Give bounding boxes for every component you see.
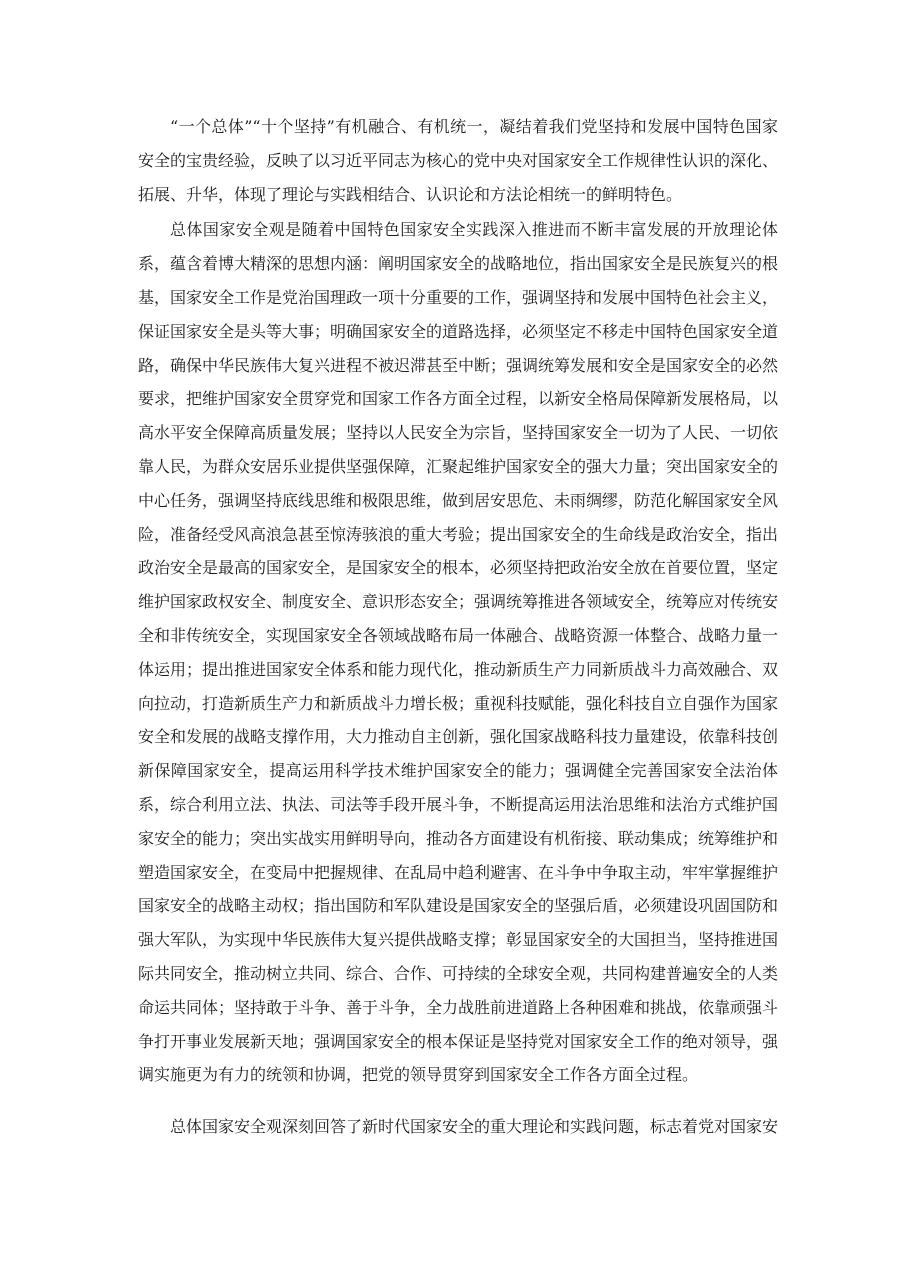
document-body — [138, 110, 778, 1144]
paragraph-2: 总体国家安全观是随着中国特色国家安全实践深入推进而不断丰富发展的开放理论体系，蕴含着博大精深的思想内涵：阐明国家安全的战略地位，指出国家安全是民族复兴的根基，国家安全工作是党治国理政一项十分重要的工作，强调坚持和发展中国特色社会主义，保证国家安全是头等大事；明确国家安全的道路选择，必须坚定不移走中国特色国家安全道路，确保中华民族伟大复兴进程不被迟滞甚至中断；强调统筹发展和安全是国家安全的必然要求，把维护国家安全贯穿党和国家工作各方面全过程，以新安全格局保障新发展格局，以高水平安全保障高质量发展；坚持以人民安全为宗旨，坚持国家安全一切为了人民、一切依靠人民，为群众安居乐业提供坚强保障，汇聚起维护国家安全的强大力量；突出国家安全的中心任务，强调坚持底线思维和极限思维，做到居安思危、未雨绸缪，防范化解国家安全风险，准备经受风高浪急甚至惊涛骇浪的重大考验；提出国家安全的生命线是政治安全，指出政治安全是最高的国家安全，是国家安全的根本，必须坚持把政治安全放在首要位置，坚定维护国家政权安全、制度安全、意识形态安全；强调统筹推进各领域安全，统筹应对传统安全和非传统安全，实现国家安全各领域战略布局一体融合、战略资源一体整合、战略力量一体运用；提出推进国家安全体系和能力现代化，推动新质生产力同新质战斗力高效融合、双向拉动，打造新质生产力和新质战斗力增长极；重视科技赋能，强化科技自立自强作为国家安全和发展的战略支撑作用，大力推动自主创新，强化国家战略科技力量建设，依靠科技创新保障国家安全，提高运用科学技术维护国家安全的能力；强调健全完善国家安全法治体系，综合利用立法、执法、司法等手段开展斗争，不断提高运用法治思维和法治方式维护国家安全的能力；突出实战实用鲜明导向，推动各方面建设有机衔接、联动集成；统筹维护和塑造国家安全，在变局中把握规律、在乱局中趋利避害、在斗争中争取主动，牢牢掌握维护国家安全的战略主动权；指出国防和军队建设是国家安全的坚强后盾，必须建设巩固国防和强大军队，为实现中华民族伟大复兴提供战略支撑；彰显国家安全的大国担当，坚持推进国际共同安全，推动树立共同、综合、合作、可持续的全球安全观，共同构建普遍安全的人类命运共同体；坚持敢于斗争、善于斗争，全力战胜前进道路上各种困难和挑战，依靠顽强斗争打开事业发展新天地；强调国家安全的根本保证是坚持党对国家安全工作的绝对领导，强调实施更为有力的统领和协调，把党的领导贯穿到国家安全工作各方面全过程。 — [138, 220, 779, 1085]
paragraph-1: “一个总体”“十个坚持”有机融合、有机统一，凝结着我们党坚持和发展中国特色国家安全的宝贵经验，反映了以习近平同志为核心的党中央对国家安全工作规律性认识的深化、拓展、升华，体现了理论与实践相结合、认识论和方法论相统一的鲜明特色。 — [138, 117, 779, 204]
paragraph-3: 总体国家安全观深刻回答了新时代国家安全的重大理论和实践问题，标志着党对国家安 — [170, 1117, 779, 1137]
